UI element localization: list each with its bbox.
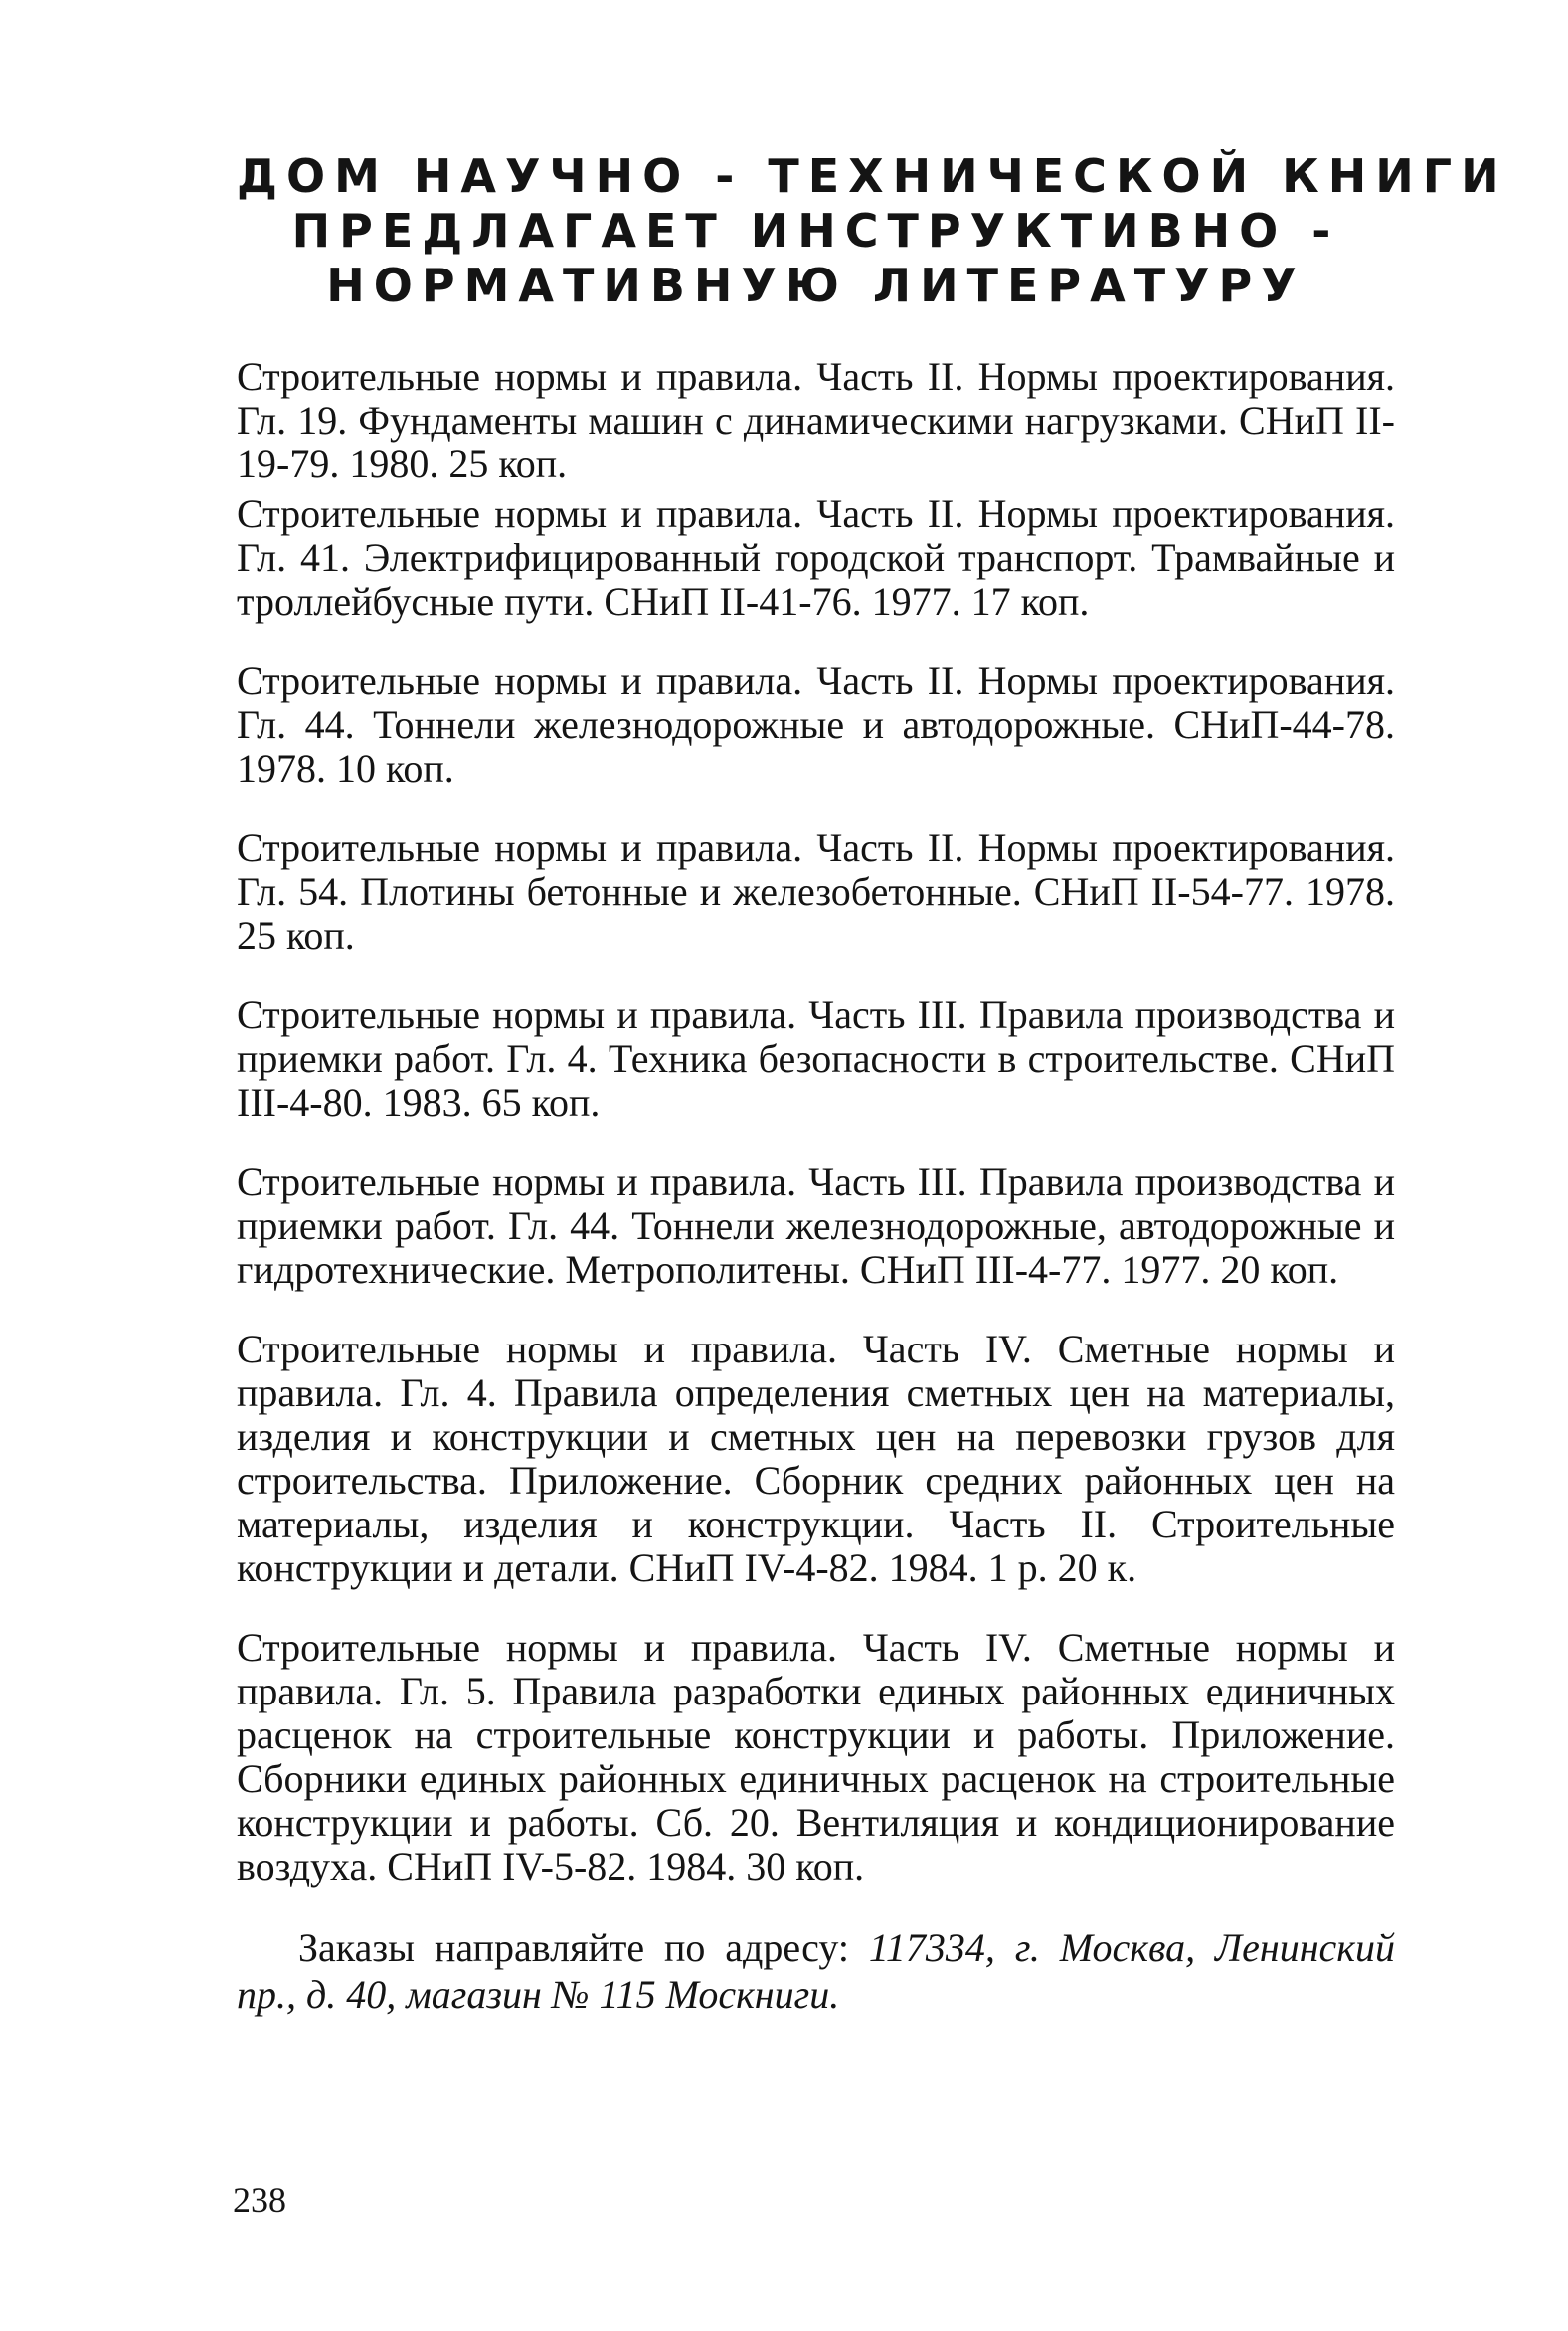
catalog-entry: Строительные нормы и правила. Часть IV. Сметные нормы и правила. Гл. 5. Правила разработки единых районных единичных расценок на строительные конструкции и работы. Приложение. Сборники единых районных единичных расценок на строительные конструкции и работы. Сб. 20. Вентиляция и кондиционирование воздуха. СНиП IV-5-82. 1984. 30 коп.	[237, 1625, 1395, 1888]
catalog-entry: Строительные нормы и правила. Часть IV. Сметные нормы и правила. Гл. 4. Правила определения сметных цен на материалы, изделия и конструкции и сметных цен на перевозки грузов для строительства. Приложение. Сборник средних районных цен на материалы, изделия и конструкции. Часть II. Строительные конструкции и детали. СНиП IV-4-82. 1984. 1 р. 20 к.	[237, 1327, 1395, 1590]
catalog-entry: Строительные нормы и правила. Часть II. Нормы проектирования. Гл. 44. Тоннели железнодорожные и автодорожные. СНиП-44-78. 1978. 10 коп.	[237, 658, 1395, 791]
catalog-entry: Строительные нормы и правила. Часть III. Правила производства и приемки работ. Гл. 44. Тоннели железнодорожные, автодорожные и гидротехнические. Метрополитены. СНиП III-4-77. 1977. 20 коп.	[237, 1160, 1395, 1292]
catalog-entry: Строительные нормы и правила. Часть III. Правила производства и приемки работ. Гл. 4. Техника безопасности в строительстве. СНиП III-4-80. 1983. 65 коп.	[237, 992, 1395, 1125]
catalog-entry: Строительные нормы и правила. Часть II. Нормы проектирования. Гл. 19. Фундаменты машин с динамическими нагрузками. СНиП II-19-79. 1980. 25 коп.	[237, 354, 1395, 486]
catalog-entry: Строительные нормы и правила. Часть II. Нормы проектирования. Гл. 41. Электрифицированный городской транспорт. Трамвайные и троллейбусные пути. СНиП II-41-76. 1977. 17 коп.	[237, 491, 1395, 624]
heading-line-3: НОРМАТИВНУЮ ЛИТЕРАТУРУ	[326, 259, 1306, 312]
document-page	[237, 149, 1508, 2018]
heading-line-1: ДОМ НАУЧНО - ТЕХНИЧЕСКОЙ КНИГИ	[237, 149, 1508, 203]
orders-intro: Заказы направляйте по адресу:	[298, 1925, 869, 1970]
page-heading	[237, 149, 1508, 313]
heading-line-2: ПРЕДЛАГАЕТ ИНСТРУКТИВНО -	[291, 204, 1340, 258]
page-number: 238	[233, 2180, 286, 2220]
orders-address: 117334, г. Москва, Ленинский пр., д. 40, магазин № 115 Москниги.	[237, 1925, 1396, 2017]
orders-note	[237, 1924, 1395, 2018]
catalog-entry: Строительные нормы и правила. Часть II. Нормы проектирования. Гл. 54. Плотины бетонные и железобетонные. СНиП II-54-77. 1978. 25 коп.	[237, 825, 1395, 958]
